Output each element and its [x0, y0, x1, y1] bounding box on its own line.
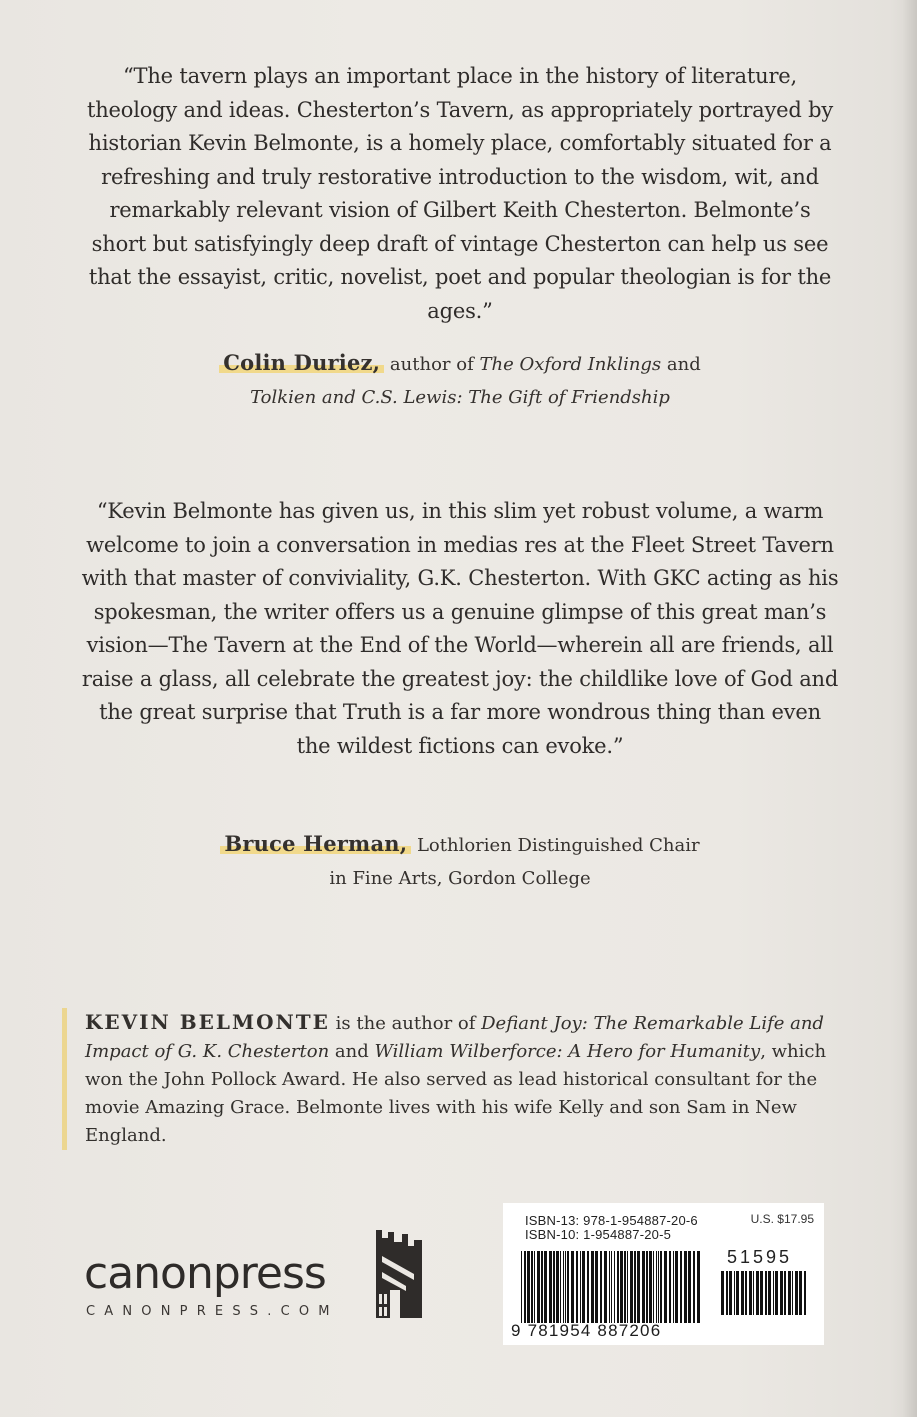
barcode-bar [749, 1271, 752, 1315]
barcode-bar [576, 1251, 578, 1323]
attribution-line-1 [150, 346, 770, 381]
barcode-bar [609, 1251, 610, 1323]
barcode-bar [734, 1271, 735, 1315]
barcode-bar [753, 1271, 754, 1315]
endorsement-quote-1: “The tavern plays an important place in the history of literature, theology and ideas. Chesterton’s Tavern, as appropriately portrayed by historian Kevin Belmonte, is a homely place, comfortably situated for a refreshing and truly restorative introduction to the wisdom, wit, and remarkably relevant vision of Gilbert Keith Chesterton. Belmonte’s short but satisfyingly deep draft of vintage Chesterton can help us see that the essayist, critic, novelist, poet and popular theologian is for the ages.” [86, 64, 834, 323]
barcode-bar [595, 1251, 598, 1323]
author-name: KEVIN BELMONTE [85, 1010, 330, 1034]
barcode-bar [795, 1271, 798, 1315]
barcode-bar [792, 1271, 793, 1315]
barcode-bar [780, 1271, 783, 1315]
endorsement-attribution-1 [150, 346, 770, 414]
barcode-bar [680, 1251, 682, 1323]
barcode-bar [541, 1251, 543, 1323]
endorsement-attribution-2 [150, 827, 770, 895]
barcode-bar [741, 1271, 744, 1315]
book-title: Defiant Joy: The Remarkable Life and Impact of G. K. Chesterton [85, 1013, 824, 1062]
barcode-bar [531, 1251, 533, 1323]
isbn-10: ISBN-10: 1-954887-20-5 [525, 1227, 672, 1242]
barcode-bar [660, 1251, 662, 1323]
barcode-bar [688, 1251, 691, 1323]
book-title: The Oxford Inklings [479, 354, 662, 375]
barcode-bar [653, 1251, 654, 1323]
barcode-bar [617, 1251, 619, 1323]
barcode-bar [675, 1251, 678, 1323]
barcode-bar [656, 1251, 657, 1323]
isbn-13: ISBN-13: 978-1-954887-20-6 [525, 1213, 698, 1228]
barcode-bar [534, 1251, 535, 1323]
barcode-bar [563, 1251, 564, 1323]
attribution-line-2 [150, 381, 770, 414]
publisher-wordmark: canonpress [84, 1248, 326, 1299]
barcode-bar [537, 1251, 540, 1323]
barcode-bar [571, 1251, 574, 1323]
barcode-bar [620, 1251, 623, 1323]
barcode-bar [799, 1271, 802, 1315]
barcode-panel [503, 1203, 824, 1345]
barcode-bar [804, 1271, 806, 1315]
barcode-bar [721, 1271, 724, 1315]
barcode-bar [604, 1251, 607, 1323]
author-bio [62, 1008, 852, 1150]
barcode-bar [693, 1251, 695, 1323]
barcode-bar [673, 1251, 674, 1323]
barcode-bar [565, 1251, 566, 1323]
barcode-bar [760, 1271, 763, 1315]
barcode-bar [768, 1271, 771, 1315]
bio-text: is the author of [329, 1013, 482, 1034]
barcode-bar [567, 1251, 569, 1323]
price-label: U.S. $17.95 [750, 1212, 814, 1226]
barcode-bar [642, 1251, 645, 1323]
barcode-bar [726, 1271, 728, 1315]
barcode-bar [637, 1251, 640, 1323]
price-barcode [721, 1271, 809, 1315]
barcode-bar [729, 1271, 732, 1315]
barcode-bar [544, 1251, 547, 1323]
barcode-bar [684, 1251, 687, 1323]
endorsement-quote-2: “Kevin Belmonte has given us, in this slim yet robust volume, a warm welcome to join a conversation in medias res at the Fleet Street Tavern with that master of conviviality, G.K. Chesterton. With GKC acting as his spokesman, the writer offers us a genuine glimpse of this great man’s vision—The Tavern at the End of the World—wherein all are friends, all raise a glass, all celebrate the greatest joy: the childlike love of God and the great surprise that Truth is a far more wondrous thing than even the wildest fictions can evoke.” [81, 499, 839, 758]
role-prefix: author of [389, 354, 474, 375]
barcode-bar [527, 1251, 530, 1323]
bio-text: , which won the John Pollock Award. He also served as lead historical consultant for the movie Amazing Grace. Belmonte lives with his wife Kelly and son Sam in New England. [85, 1041, 827, 1146]
publisher-url: CANONPRESS.COM [86, 1304, 339, 1319]
barcode-bar [556, 1251, 559, 1323]
barcode-bar [669, 1251, 671, 1323]
barcode-bar [600, 1251, 602, 1323]
barcode-bar [630, 1251, 633, 1323]
barcode-bar [646, 1251, 648, 1323]
barcode-bar [765, 1271, 767, 1315]
barcode-bar [560, 1251, 561, 1323]
tower-icon [370, 1228, 428, 1320]
barcode-bar [736, 1271, 739, 1315]
endorser-name: Colin Duriez, [219, 350, 384, 375]
barcode-bar [658, 1251, 659, 1323]
barcode-bar [664, 1251, 667, 1323]
barcode-bar [788, 1271, 791, 1315]
barcode-bar [649, 1251, 652, 1323]
attribution-line-2: in Fine Arts, Gordon College [329, 868, 591, 889]
ean-barcode [521, 1251, 701, 1323]
barcode-bar [775, 1271, 778, 1315]
barcode-bar [773, 1271, 774, 1315]
ean-digits: 9 781954 887206 [511, 1321, 662, 1340]
endorser-role: Lothlorien Distinguished Chair [416, 835, 700, 856]
barcode-bar [614, 1251, 615, 1323]
barcode-bar [624, 1251, 626, 1323]
barcode-bar [611, 1251, 612, 1323]
barcode-bar [591, 1251, 594, 1323]
barcode-bar [582, 1251, 585, 1323]
barcode-bar [553, 1251, 555, 1323]
cover-edge [903, 0, 917, 1417]
book-title: William Wilberforce: A Hero for Humanity [374, 1041, 761, 1062]
joiner: and [666, 354, 701, 375]
barcode-bar [756, 1271, 759, 1315]
bio-text: and [329, 1041, 375, 1062]
price-code: 51595 [727, 1247, 793, 1267]
barcode-bar [634, 1251, 636, 1323]
barcode-bar [627, 1251, 628, 1323]
barcode-bar [524, 1251, 526, 1323]
barcode-bar [549, 1251, 552, 1323]
barcode-bar [745, 1271, 747, 1315]
barcode-bar [697, 1251, 700, 1323]
barcode-bar [521, 1251, 522, 1323]
book-title: Tolkien and C.S. Lewis: The Gift of Friendship [250, 387, 670, 408]
attribution-line-1 [150, 827, 770, 862]
barcode-bar [587, 1251, 589, 1323]
endorser-name: Bruce Herman, [220, 831, 411, 856]
barcode-bar [784, 1271, 786, 1315]
barcode-bar [580, 1251, 581, 1323]
